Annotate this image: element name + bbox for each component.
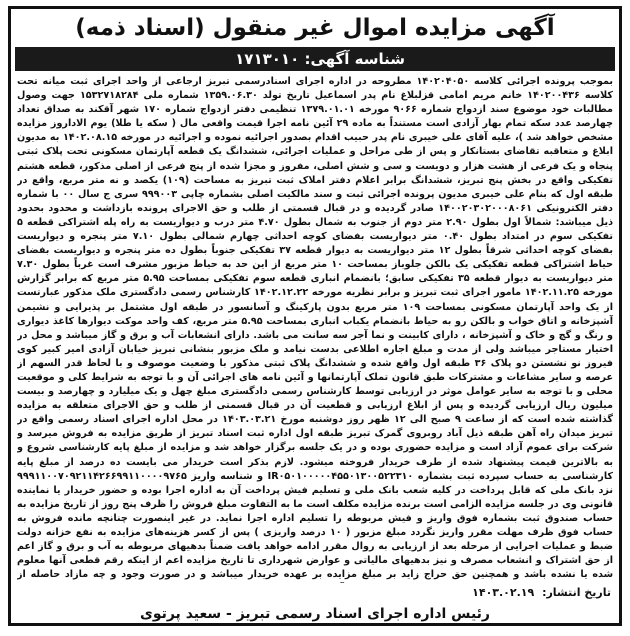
notice-id-value: ۱۷۱۳۰۱۰	[235, 50, 300, 68]
auction-notice	[8, 6, 622, 626]
notice-id-label: شناسه آگهی:	[304, 50, 405, 68]
publish-date-label: تاریخ انتشار:	[542, 586, 611, 599]
notice-title: آگهی مزایده اموال غیر منقول (اسناد ذمه)	[75, 15, 555, 41]
notice-paragraph: بموجب پرونده اجرائی کلاسه ۱۴۰۲۰۴۰۵۰ مطروحه در اداره اجرای اسنادرسمی تبریز ارجاعی از واحد اجرای ثبت میانه تحت کلاسه ۱۴۰۲۰۰۴۳۶ خانم مریم امامی قزلبلاغ نام پدر اسماعیل تاریخ تولد ۱۳۵۹.۰۶.۳۰ شماره ملی ۱۵۳۲۷۱۸۲۸۴ جهت وصول مطالبات خود موضوع سند ازدواج شماره ۹۰۶۶ مورخه ۱۳۷۹.۰۱.۰۱ تنظیمی دفتر ازدواج شماره ۱۷۰ شهر آقکند به صداق تعداد چهارصد عدد سکه تمام بهار آزادی است مستنداً به ماده ۲۹ آئین نامه اجرا قیمت واقعی مال ( سکه یا طلا) یوم الاداروز مزایده مشخص خواهد شد )، علیه آقای علی خیبری نام پدر حبیب اقدام بصدور اجرائیه نموده و اجرائیه در مورخه ۱۴۰۲.۰۸.۱۵ به مدیون ابلاغ و متعاقبه تقاضای بستانکار و پس از طی مراحل و عملیات اجرائی، ششدانگ یک قطعه آپارتمان مسکونی تحت پلاک ثبتی پنجاه و یک فرعی از هشت هزار و دویست و سی و شش اصلی، مفروز و مجزا شده از پنج فرعی از اصلی مذکور، قطعه هشتم تفکیکی واقع در بخش پنج تبریز، ششدانگ برابر اعلام دفتر املاک ثبت تبریز به مساحت (۱۰۹) یکصد و نه متر مربع، واقع در طبقه اول که بنام علی خیبری مدیون پرونده اجرائی ثبت و سند مالکیت اصلی بشماره چاپی ۹۹۹۰۰۳ سری ج سال ۰۰ با شماره دفتر الکترونیکی ۱۴۰۰۲۰۳۰۲۰۰۰۸۰۶۱ صادر گردیده و در قبال قسمتی از طلب و حق الاجرای پرونده بازداشت و محدود بحدود ذیل میباشد: شمالاً اول بطول ۲.۹۰ متر دوم از جنوب به شمال بطول ۴.۷۰ متر درب و دیواریست به راه پله اشتراکی قطعه ۵ تفکیکی سوم در امتداد بطول ۰.۴۰ متر دیواریست بفضای کوچه احداثی چهارم شمالی بطول ۷.۱۰ متر پنجره و دیواریست بفضای کوچه احداثی شرقاً بطول ۱۲ متر دیواریست به دیوار قطعه ۳۷ تفکیکی جنوباً بطول ده متر پنجره و دیواریست بفضای حیاط اشتراکی قطعه تفکیکی یک بالکن جلوباز بمساحت ۱۰ متر مربع از این حد به حیاط مزبور مشرف است غرباً بطول ۷.۳۰ متر دیواریست به دیوار قطعه ۳۵ تفکیکی سابق؛ بانضمام انباری قطعه سوم تفکیکی بمساحت ۵.۹۵ متر مربع که برابر گزارش مورخه ۱۴۰۲.۱۱.۲۵ مامور اجرای ثبت تبریز و برابر نظریه مورخه ۱۴۰۲.۱۲.۲۲ کارشناس رسمی دادگستری ملک مذکور عبارتست از یک واحد آپارتمان مسکونی بمساحت ۱۰۹ متر مربع بدون پارکینگ و آسانسور در طبقه اول مشتمل بر پذیرایی و نشیمن آشپزخانه و اتاق خواب و بالکن رو به حیاط بانضمام یکباب انباری بمساحت ۵.۹۵ متر مربع، کف واحد موکت دیوارها کاغذ دیواری و رنگ و گچ و خاک و آشپزخانه ، دارای کابینت و نما آجر سه سانت می باشد. دارای انشعابات آب و برق و گاز میباشد و محل در اختیار مستاجر میباشد ولی از مدت و مبلغ اجاره اطلاعی بدست نیامد و ملک مزبور بنشانی تبریز خیابان آزادی امیر کبیر کوی فیروز نو نشستن دو پلاک ۳۶ طبقه اول واقع شده و ششدانگ پلاک ثبتی مذکور با وضعیت موصوف و با لحاظ قدر السهم از عرصه و سایر مشاعات و مشترکات طبق قانون تملک آپارتمانها و آئین نامه های اجرائی آن و با توجه به شرایط کلی و موقعیت محلی و با توجه به سایر عوامل موثر در ارزیابی توسط کارشناس رسمی دادگستری مبلغ چهل و یک میلیارد و چهارصد و بیست میلیون ریال ارزیابی گردیده و پس از ابلاغ ارزیابی و قطعیت آن در قبال قسمتی از طلب و حق الاجرای متعلقه به مزایده گذاشته شده است که از ساعت ۹ صبح الی ۱۲ ظهر روز دوشنبه مورخ ۱۴۰۳.۰۳.۲۱ در محل اداره اجرای اسناد رسمی واقع در تبریز میدان راه آهن طبقه ذیل آباد روبروی گمرک تبریز طبقه اول اداره ثبت اسناد تبریز از طریق مزایده به فروش میرسد و شرکت برای عموم آزاد است و مزایده حضوری بوده و در یک جلسه برگزار خواهد شد و مزایده از مبلغ پایه کارشناسی شروع و به بالاترین قیمت پیشنهاد شده از طرف خریدار فروخته میشود. لازم بذکر است خریدار می بایست ده درصد از مبلغ پایه کارشناسی به حساب سپرده ثبت بشماره IR۰۵۰۱۰۰۰۰۰۴۵۵۰۱۳۰۰۵۲۲۳۱۰ و شناسه واریز ۹۹۹۱۱۰۰۷۰۹۲۱۱۴۲۶۶۹۹۱۱۰۰۰۰۹۷۶۵ نزد بانک ملی که قابل پرداخت در کلیه شعب بانک ملی و تسلیم فیش پرداخت آن به اداره اجرا بوده و حضور خریدار یا نماینده قانونی وی در جلسه مزایده الزامی است برنده مزایده مکلف است ما به التفاوت مبلغ فروش را ظرف پنج روز از تاریخ مزایده به حساب صندوق ثبت بشماره فوق واریز و فیش مربوطه را تسلیم اداره اجرا نماید. در غیر اینصورت چنانچه مانده فروش به حساب فوق ظرف مهلت مقرر واریز نگردد مبلغ مزبور ( ۱۰ درصد واریزی ) پس از کسر هزینه‌های مزایده به نفع خزانه دولت ضبط و عملیات اجرایی از مرحله بعد از ارزیابی به روال مقرر ادامه خواهد یافت ضمناً بدهیهای مربوطه به آب و برق و گاز اعم از حق اشتراک و انشعاب مصرف و نیز بدهیهای مالیاتی و عوارض شهرداری تا تاریخ مزایده اعم از اینکه رقم قطعی آنها معلوم شده یا نشده باشد و همچنین حق حراج زاید بر مبلغ مزایده بر عهده خریدار میباشد و در صورت وجود و چه مازاد حاصله از	[17, 76, 613, 581]
publish-date-value: ۱۴۰۳.۰۲.۱۹	[472, 586, 535, 599]
notice-id-band	[15, 47, 615, 71]
notice-id	[235, 47, 405, 71]
signature: رئیس اداره اجرای اسناد رسمی تبریز - سعید پرتوی	[139, 606, 490, 622]
notice-body	[17, 75, 613, 583]
publish-date	[472, 586, 611, 599]
